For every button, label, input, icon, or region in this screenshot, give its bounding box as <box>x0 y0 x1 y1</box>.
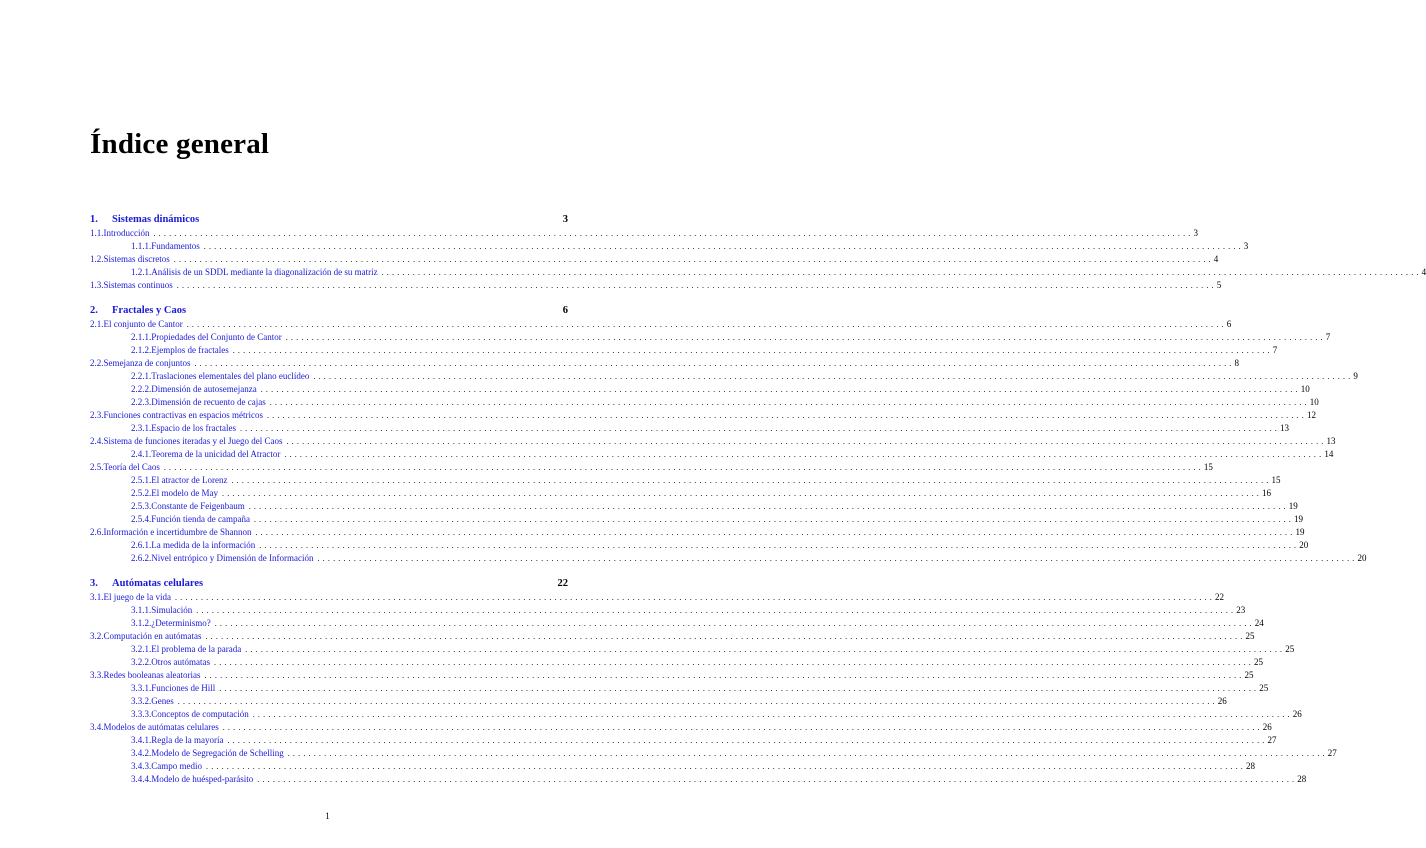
entry-number: 1.3. <box>90 280 104 290</box>
entry-title[interactable]: Constante de Feigenbaum <box>151 500 248 513</box>
toc-subsection[interactable] <box>90 695 1227 708</box>
entry-title[interactable]: El juego de la vida <box>104 591 175 604</box>
dot-leader: ........................................................................................................................................................................................................ <box>219 684 1260 693</box>
entry-number: 3.1.1. <box>131 605 152 615</box>
entry-page: 13 <box>1326 436 1336 446</box>
chapter-title[interactable]: Sistemas dinámicos <box>112 214 200 225</box>
dot-leader: ........................................................................................................................................................................................................ <box>163 463 1204 472</box>
entry-number: 3.4.3. <box>131 761 152 771</box>
entry-title[interactable]: Sistemas discretos <box>104 253 174 266</box>
entry-number: 3.2.2. <box>131 657 152 667</box>
dot-leader: ........................................................................................................................................................................................................ <box>174 593 1215 602</box>
entry-title[interactable]: Dimensión de autosemejanza <box>151 383 260 396</box>
entry-number: 3.3.2. <box>131 696 152 706</box>
entry-number: 3.3.1. <box>131 683 152 693</box>
chapter-number: 3. <box>90 578 98 589</box>
dot-leader: ........................................................................................................................................................................................................ <box>176 281 1217 290</box>
toc-subsection[interactable] <box>90 240 1249 253</box>
entry-number: 2.6. <box>90 527 104 537</box>
toc-subsection[interactable] <box>90 747 1337 760</box>
dot-leader: ........................................................................................................................................................................................................ <box>252 710 1293 719</box>
toc-subsection[interactable] <box>90 643 1295 656</box>
entry-number: 2.4.1. <box>131 449 152 459</box>
entry-page: 20 <box>1357 553 1367 563</box>
dot-leader: ........................................................................................................................................................................................................ <box>317 554 1358 563</box>
toc-subsection[interactable] <box>90 344 1278 357</box>
toc-subsection[interactable] <box>90 383 1310 396</box>
entry-title[interactable]: Genes <box>151 695 178 708</box>
dot-leader: ........................................................................................................................................................................................................ <box>381 268 1422 277</box>
dot-leader: ........................................................................................................................................................................................................ <box>203 242 1244 251</box>
toc-subsection[interactable] <box>90 617 1264 630</box>
dot-leader: ........................................................................................................................................................................................................ <box>287 749 1328 758</box>
entry-title[interactable]: Introducción <box>104 227 154 240</box>
entry-title[interactable]: Simulación <box>151 604 196 617</box>
page-number: 1 <box>325 811 330 821</box>
toc-subsection[interactable] <box>90 552 1367 565</box>
dot-leader: ........................................................................................................................................................................................................ <box>255 528 1296 537</box>
entry-page: 25 <box>1244 670 1254 680</box>
entry-title[interactable]: Modelo de huésped-parásito <box>151 773 257 786</box>
dot-leader: ........................................................................................................................................................................................................ <box>245 645 1286 654</box>
entry-number: 2.5.1. <box>131 475 152 485</box>
entry-number: 3.1. <box>90 592 104 602</box>
entry-page: 20 <box>1299 540 1309 550</box>
toc-section[interactable] <box>90 409 1316 422</box>
entry-page: 4 <box>1421 267 1426 277</box>
toc-section[interactable] <box>90 591 1224 604</box>
entry-title[interactable]: Teorema de la unicidad del Atractor <box>151 448 284 461</box>
toc-subsection[interactable] <box>90 513 1303 526</box>
chapter-number: 1. <box>90 214 98 225</box>
toc-section[interactable] <box>90 721 1272 734</box>
chapter-page: 6 <box>562 305 568 316</box>
dot-leader: ........................................................................................................................................................................................................ <box>205 632 1246 641</box>
entry-title[interactable]: Nivel entrópico y Dimensión de Información <box>151 552 317 565</box>
entry-number: 3.4. <box>90 722 104 732</box>
toc-subsection[interactable] <box>90 396 1319 409</box>
entry-page: 7 <box>1325 332 1331 342</box>
dot-leader: ........................................................................................................................................................................................................ <box>231 476 1272 485</box>
dot-leader: ........................................................................................................................................................................................................ <box>214 619 1255 628</box>
entry-page: 6 <box>1226 319 1232 329</box>
toc-section[interactable] <box>90 318 1232 331</box>
toc-subsection[interactable] <box>90 331 1331 344</box>
dot-leader: ........................................................................................................................................................................................................ <box>222 723 1263 732</box>
entry-number: 3.4.1. <box>131 735 152 745</box>
entry-page: 15 <box>1203 462 1213 472</box>
toc-section[interactable] <box>90 669 1254 682</box>
dot-leader: ........................................................................................................................................................................................................ <box>269 398 1310 407</box>
entry-page: 25 <box>1254 657 1263 667</box>
dot-leader: ........................................................................................................................................................................................................ <box>286 437 1327 446</box>
dot-leader: ........................................................................................................................................................................................................ <box>196 606 1237 615</box>
toc-chapter[interactable] <box>90 577 568 591</box>
entry-number: 2.6.1. <box>131 540 152 550</box>
entry-title[interactable]: Conceptos de computación <box>151 708 252 721</box>
toc-subsection[interactable] <box>90 734 1277 747</box>
entry-title[interactable]: Función tienda de campaña <box>151 513 254 526</box>
dot-leader: ........................................................................................................................................................................................................ <box>153 229 1194 238</box>
dot-leader: ........................................................................................................................................................................................................ <box>232 346 1273 355</box>
dot-leader: ........................................................................................................................................................................................................ <box>285 333 1326 342</box>
chapter-title[interactable]: Autómatas celulares <box>112 578 204 589</box>
entry-page: 15 <box>1271 475 1281 485</box>
entry-title[interactable]: El problema de la parada <box>151 643 245 656</box>
dot-leader: ........................................................................................................................................................................................................ <box>206 762 1246 771</box>
entry-number: 2.1. <box>90 319 104 329</box>
entry-number: 3.3. <box>90 670 104 680</box>
entry-number: 2.2.2. <box>131 384 152 394</box>
entry-page: 10 <box>1309 397 1319 407</box>
entry-page: 12 <box>1306 410 1316 420</box>
toc-subsection[interactable] <box>90 708 1302 721</box>
entry-title[interactable]: Dimensión de recuento de cajas <box>151 396 269 409</box>
entry-title[interactable]: Espacio de los fractales <box>151 422 240 435</box>
entry-number: 2.4. <box>90 436 104 446</box>
chapter-number: 2. <box>90 305 98 316</box>
entry-page: 3 <box>1243 241 1249 251</box>
toc-subsection[interactable] <box>90 474 1281 487</box>
entry-page: 13 <box>1279 423 1289 433</box>
entry-title[interactable]: Fundamentos <box>151 240 204 253</box>
entry-page: 9 <box>1353 371 1358 381</box>
dot-leader: ........................................................................................................................................................................................................ <box>248 502 1289 511</box>
toc-subsection[interactable] <box>90 604 1246 617</box>
toc-subsection[interactable] <box>90 500 1298 513</box>
entry-page: 26 <box>1262 722 1272 732</box>
entry-number: 2.2.1. <box>131 371 152 381</box>
entry-title[interactable]: Información e incertidumbre de Shannon <box>104 526 256 539</box>
entry-page: 28 <box>1297 774 1307 784</box>
dot-leader: ........................................................................................................................................................................................................ <box>173 255 1214 264</box>
entry-number: 2.5.4. <box>131 514 152 524</box>
dot-leader: ........................................................................................................................................................................................................ <box>177 697 1218 706</box>
entry-number: 2.2.3. <box>131 397 152 407</box>
dot-leader: ........................................................................................................................................................................................................ <box>204 671 1245 680</box>
entry-number: 1.1. <box>90 228 104 238</box>
toc-subsection[interactable] <box>90 370 1358 383</box>
entry-title[interactable]: Otros autómatas <box>151 656 214 669</box>
entry-number: 2.3.1. <box>131 423 152 433</box>
dot-leader: ........................................................................................................................................................................................................ <box>313 372 1354 381</box>
table-of-contents <box>90 213 1426 786</box>
entry-number: 2.6.2. <box>131 553 152 563</box>
entry-page: 16 <box>1262 488 1271 498</box>
entry-title[interactable]: Teoría del Caos <box>104 461 164 474</box>
entry-number: 2.5.2. <box>131 488 152 498</box>
dot-leader: ........................................................................................................................................................................................................ <box>253 515 1294 524</box>
toc-section[interactable] <box>90 526 1305 539</box>
entry-page: 19 <box>1293 514 1303 524</box>
toc-section[interactable] <box>90 435 1336 448</box>
dot-leader: ........................................................................................................................................................................................................ <box>214 658 1254 667</box>
entry-title[interactable]: ¿Determinismo? <box>151 617 214 630</box>
entry-number: 2.2. <box>90 358 104 368</box>
dot-leader: ........................................................................................................................................................................................................ <box>239 424 1280 433</box>
entry-page: 28 <box>1246 761 1255 771</box>
entry-title[interactable]: Análisis de un SDDL mediante la diagonalización de su matriz <box>151 266 381 279</box>
entry-number: 1.2. <box>90 254 104 264</box>
entry-title[interactable]: Modelo de Segregación de Schelling <box>151 747 287 760</box>
entry-title[interactable]: Redes booleanas aleatorias <box>104 669 205 682</box>
dot-leader: ........................................................................................................................................................................................................ <box>194 359 1235 368</box>
entry-page: 25 <box>1285 644 1295 654</box>
dot-leader: ........................................................................................................................................................................................................ <box>266 411 1307 420</box>
toc-section[interactable] <box>90 227 1198 240</box>
entry-title[interactable]: Sistemas continuos <box>104 279 177 292</box>
entry-number: 2.3. <box>90 410 104 420</box>
entry-page: 8 <box>1234 358 1239 368</box>
entry-number: 3.2. <box>90 631 104 641</box>
entry-page: 27 <box>1267 735 1277 745</box>
toc-section[interactable] <box>90 461 1213 474</box>
dot-leader: ........................................................................................................................................................................................................ <box>186 320 1227 329</box>
entry-number: 2.5.3. <box>131 501 152 511</box>
entry-title[interactable]: Ejemplos de fractales <box>151 344 232 357</box>
chapter-title[interactable]: Fractales y Caos <box>112 305 187 316</box>
entry-page: 10 <box>1300 384 1310 394</box>
entry-number: 1.2.1. <box>131 267 152 277</box>
entry-number: 1.1.1. <box>131 241 152 251</box>
page-title: Índice general <box>90 128 270 160</box>
entry-title[interactable]: Semejanza de conjuntos <box>104 357 195 370</box>
toc-subsection[interactable] <box>90 682 1269 695</box>
toc-subsection[interactable] <box>90 539 1309 552</box>
entry-number: 2.1.1. <box>131 332 152 342</box>
entry-page: 25 <box>1259 683 1269 693</box>
toc-section[interactable] <box>90 357 1239 370</box>
entry-title[interactable]: Traslaciones elementales del plano euclídeo <box>151 370 313 383</box>
entry-page: 7 <box>1272 345 1278 355</box>
entry-title[interactable]: Regla de la mayoría <box>151 734 227 747</box>
toc-subsection[interactable] <box>90 487 1271 500</box>
toc-subsection[interactable] <box>90 760 1255 773</box>
entry-number: 3.3.3. <box>131 709 152 719</box>
entry-page: 26 <box>1292 709 1302 719</box>
entry-title[interactable]: Modelos de autómatas celulares <box>104 721 223 734</box>
toc-subsection[interactable] <box>90 266 1426 279</box>
entry-number: 3.4.4. <box>131 774 152 784</box>
entry-page: 25 <box>1245 631 1255 641</box>
entry-page: 27 <box>1327 748 1337 758</box>
dot-leader: ........................................................................................................................................................................................................ <box>257 775 1298 784</box>
entry-page: 5 <box>1216 280 1222 290</box>
entry-page: 19 <box>1288 501 1298 511</box>
chapter-page: 22 <box>557 578 568 589</box>
toc-chapter[interactable] <box>90 213 568 227</box>
dot-leader: ........................................................................................................................................................................................................ <box>227 736 1268 745</box>
entry-page: 3 <box>1193 228 1198 238</box>
entry-number: 3.4.2. <box>131 748 152 758</box>
entry-page: 24 <box>1254 618 1264 628</box>
entry-title[interactable]: Campo medio <box>151 760 206 773</box>
entry-page: 19 <box>1295 527 1305 537</box>
toc-section[interactable] <box>90 253 1219 266</box>
entry-page: 14 <box>1324 449 1334 459</box>
entry-number: 3.2.1. <box>131 644 152 654</box>
entry-title[interactable]: Funciones contractivas en espacios métricos <box>104 409 267 422</box>
entry-number: 2.1.2. <box>131 345 152 355</box>
entry-title[interactable]: Funciones de Hill <box>151 682 219 695</box>
toc-section[interactable] <box>90 279 1222 292</box>
dot-leader: ........................................................................................................................................................................................................ <box>260 385 1301 394</box>
entry-title[interactable]: Computación en autómatas <box>104 630 206 643</box>
dot-leader: ........................................................................................................................................................................................................ <box>222 489 1262 498</box>
entry-title[interactable]: El modelo de May <box>151 487 222 500</box>
entry-title[interactable]: Propiedades del Conjunto de Cantor <box>151 331 285 344</box>
entry-title[interactable]: La medida de la información <box>151 539 259 552</box>
toc-subsection[interactable] <box>90 656 1263 669</box>
entry-page: 26 <box>1217 696 1227 706</box>
entry-title[interactable]: El conjunto de Cantor <box>104 318 187 331</box>
entry-page: 4 <box>1213 254 1219 264</box>
entry-title[interactable]: El atractor de Lorenz <box>151 474 231 487</box>
dot-leader: ........................................................................................................................................................................................................ <box>259 541 1300 550</box>
toc-section[interactable] <box>90 630 1255 643</box>
toc-subsection[interactable] <box>90 422 1289 435</box>
entry-page: 23 <box>1236 605 1246 615</box>
entry-title[interactable]: Sistema de funciones iteradas y el Juego del Caos <box>104 435 287 448</box>
entry-page: 22 <box>1214 592 1224 602</box>
dot-leader: ........................................................................................................................................................................................................ <box>284 450 1325 459</box>
entry-number: 2.5. <box>90 462 104 472</box>
toc-subsection[interactable] <box>90 448 1334 461</box>
chapter-page: 3 <box>562 214 568 225</box>
entry-number: 3.1.2. <box>131 618 152 628</box>
toc-subsection[interactable] <box>90 773 1307 786</box>
toc-chapter[interactable] <box>90 304 568 318</box>
